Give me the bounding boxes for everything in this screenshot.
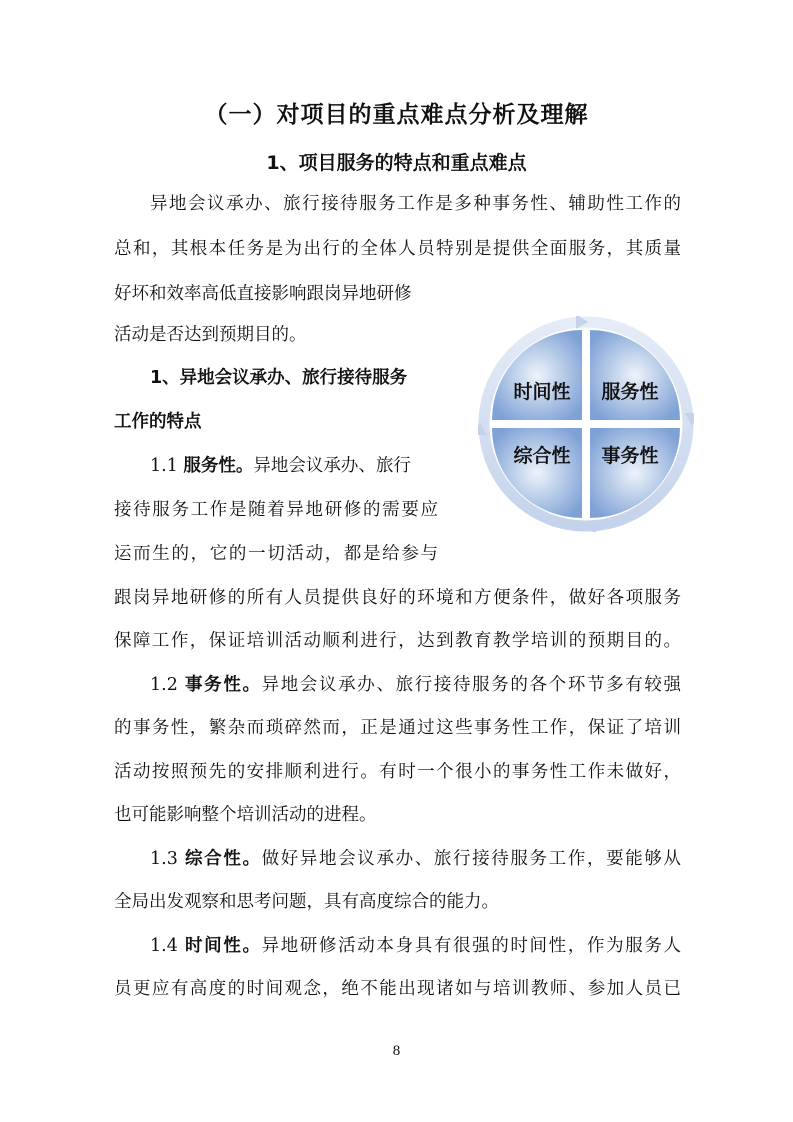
quadrant-label-service: 服务性 — [601, 381, 659, 403]
para1-line2: 总和，其根本任务是为出行的全体人员特别是提供全面服务，其质量 — [114, 239, 681, 259]
item1-title: 服务性。 — [183, 456, 254, 476]
item2-text: 异地会议承办、旅行接待服务的各个环节多有较强 — [261, 675, 682, 695]
section-heading: （一）对项目的重点难点分析及理解 — [204, 102, 589, 128]
item1-line5: 保障工作，保证培训活动顺利进行，达到教育教学培训的预期目的。 — [114, 631, 681, 651]
item4-line2: 员更应有高度的时间观念，绝不能出现诸如与培训教师、参加人员已 — [114, 979, 681, 999]
quadrant-top-right — [590, 330, 680, 420]
item4-title: 时间性。 — [185, 936, 262, 956]
item2-line2: 的事务性，繁杂而琐碎然而，正是通过这些事务性工作，保证了培训 — [114, 718, 681, 738]
item1-line4: 跟岗异地研修的所有人员提供良好的环境和方便条件，做好各项服务 — [114, 588, 681, 608]
subsection-heading: 1、项目服务的特点和重点难点 — [266, 152, 527, 174]
item2-line1 — [150, 677, 681, 695]
outer-ring — [484, 322, 688, 526]
para1-line1: 异地会议承办、旅行接待服务工作是多种事务性、辅助性工作的 — [150, 194, 681, 214]
item3-number: 1.3 — [150, 849, 186, 869]
item2-title: 事务性。 — [185, 675, 262, 695]
item3-text: 做好异地会议承办、旅行接待服务工作，要能够从 — [261, 849, 682, 869]
quadrant-label-affairs: 事务性 — [601, 445, 659, 467]
item4-text: 异地研修活动本身具有很强的时间性，作为服务人 — [261, 936, 682, 956]
item4-line1 — [150, 938, 681, 956]
item1-line2: 接待服务工作是随着异地研修的需要应 — [114, 500, 438, 520]
item1-line3: 运而生的，它的一切活动，都是给参与 — [114, 544, 438, 564]
cycle-diagram — [478, 316, 694, 532]
quadrant-label-comprehensive: 综合性 — [513, 445, 571, 467]
item3-line1 — [150, 851, 681, 869]
quadrant-label-time: 时间性 — [513, 381, 571, 403]
item1-number: 1.1 — [150, 456, 184, 476]
quadrant-top-left — [492, 330, 582, 420]
para1-line4: 活动是否达到预期目的。 — [114, 325, 307, 345]
page-number: 8 — [392, 1043, 401, 1059]
item2-number: 1.2 — [150, 675, 186, 695]
item1-line1 — [150, 458, 411, 476]
item2-line3: 活动按照预先的安排顺利进行。有时一个很小的事务性工作未做好， — [114, 762, 681, 782]
quadrant-bottom-left — [492, 428, 582, 518]
item3-title: 综合性。 — [185, 849, 262, 869]
para1-line3: 好坏和效率高低直接影响跟岗异地研修 — [114, 284, 412, 304]
item3-line2: 全局出发观察和思考问题，具有高度综合的能力。 — [114, 892, 499, 912]
quadrant-bottom-right — [590, 428, 680, 518]
item2-line4: 也可能影响整个培训活动的进程。 — [114, 805, 377, 825]
item1-text: 异地会议承办、旅行 — [253, 456, 411, 476]
sub-heading-line2: 工作的特点 — [114, 412, 202, 432]
sub-heading-line1: 1、异地会议承办、旅行接待服务 — [150, 368, 408, 388]
item4-number: 1.4 — [150, 936, 186, 956]
